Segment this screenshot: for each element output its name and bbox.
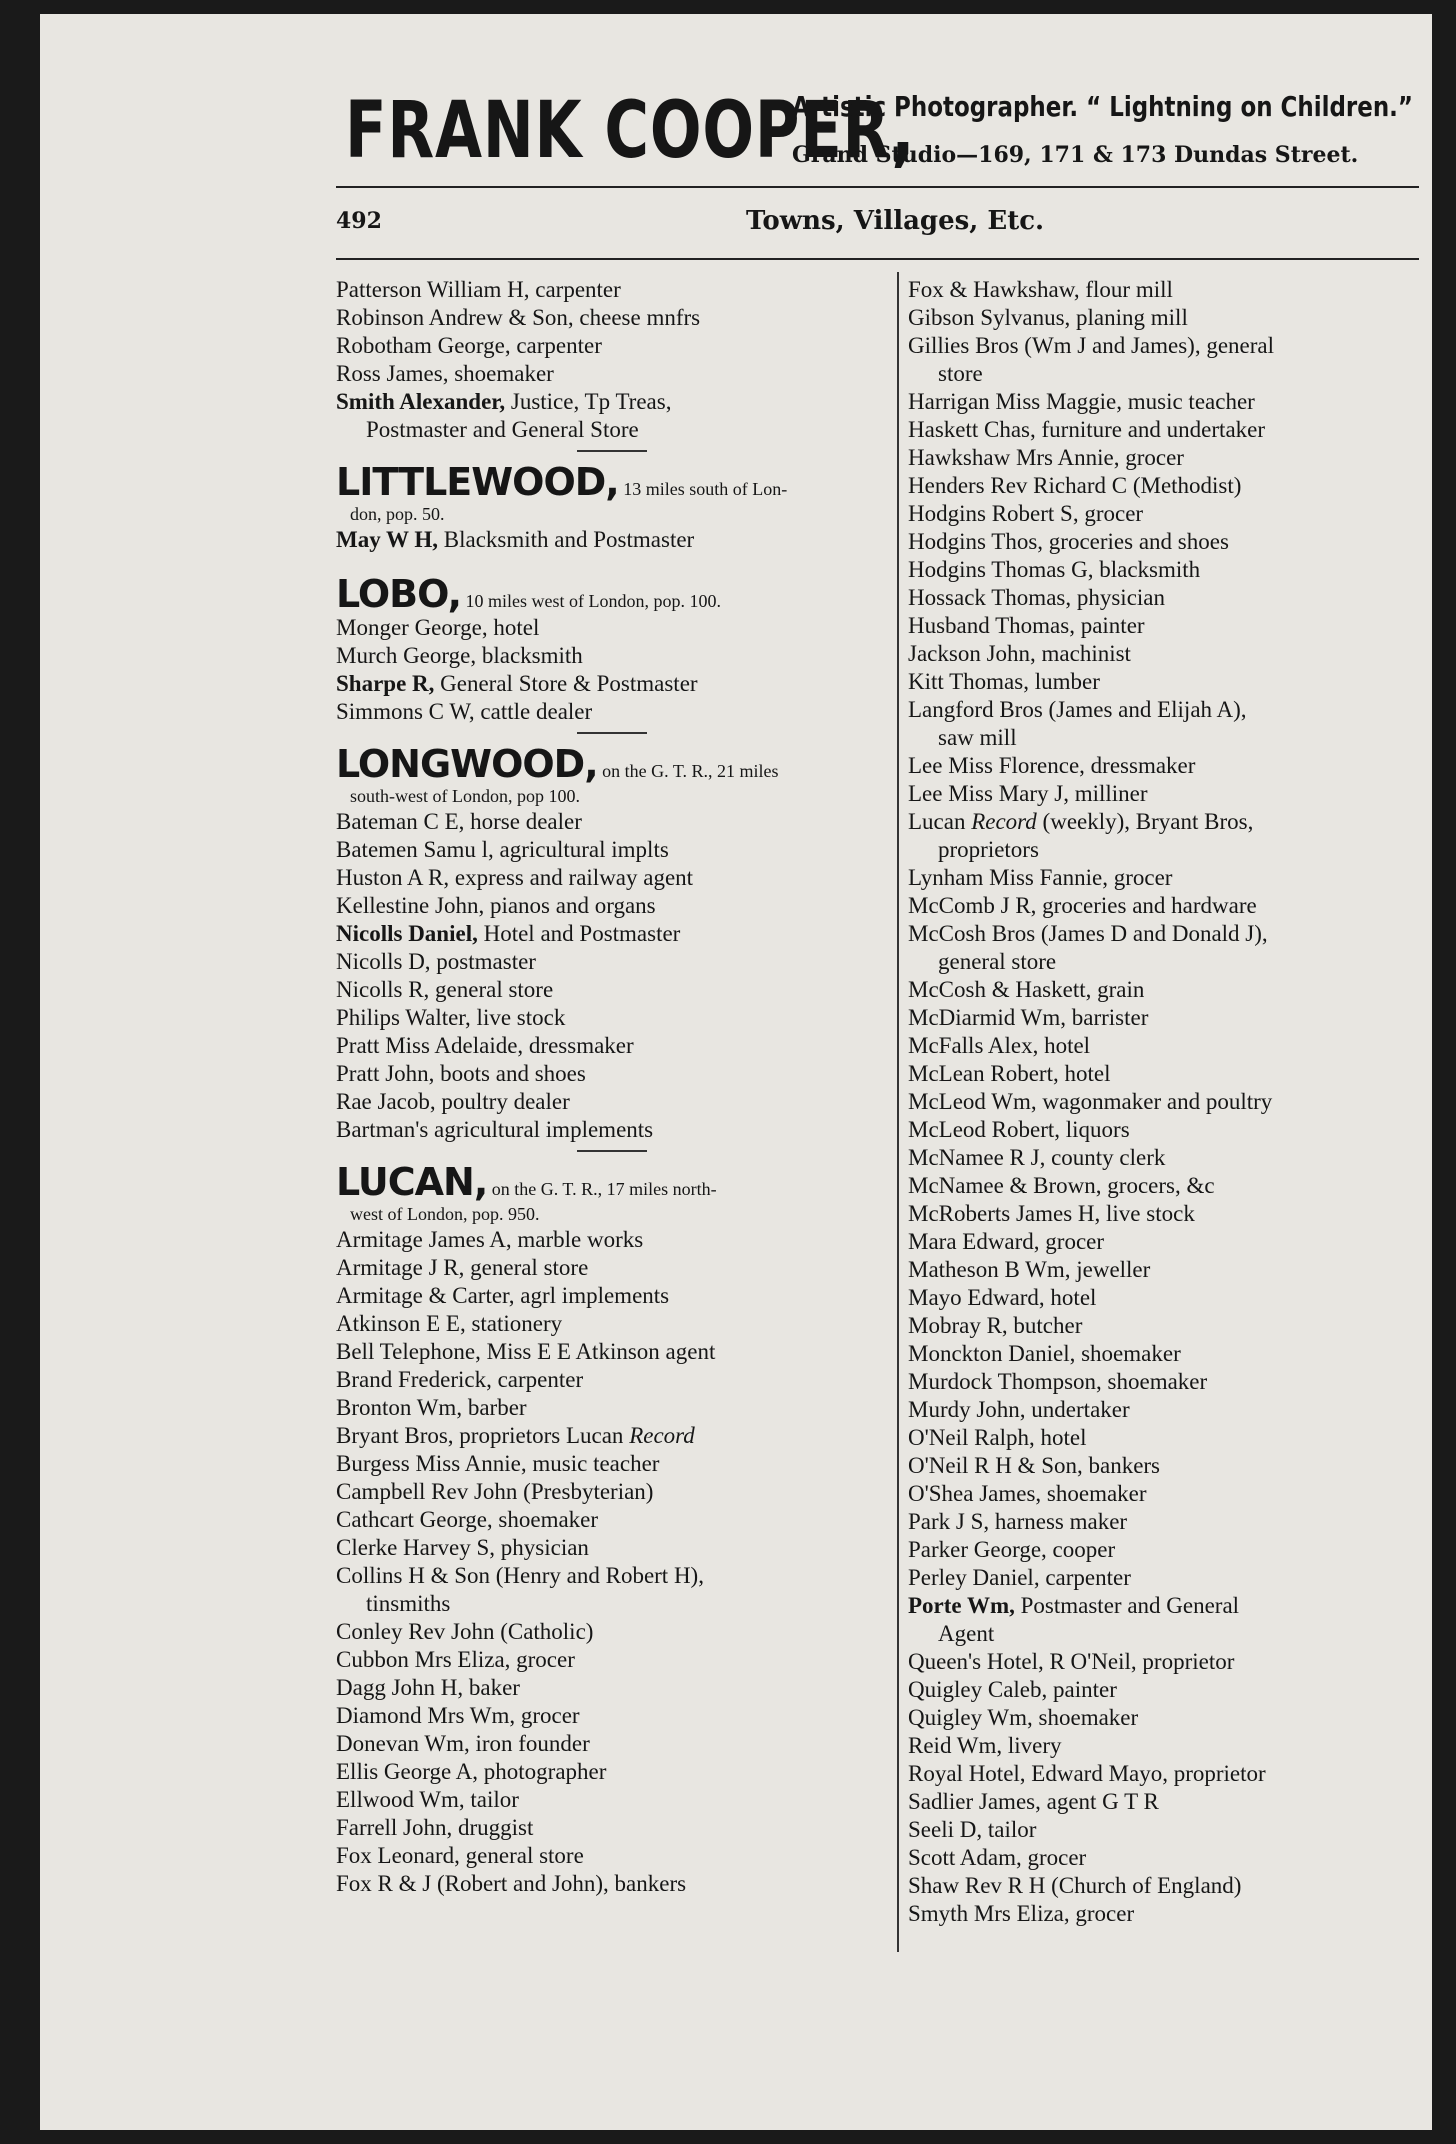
listing-text: Mobray R, butcher (908, 1313, 1083, 1338)
listing-entry (336, 892, 888, 920)
listing-text: Clerke Harvey S, physician (336, 1535, 589, 1560)
listing-text: Bartman's agricultural implements (336, 1117, 654, 1142)
listing-entry (336, 864, 888, 892)
listing-text: Armitage James A, marble works (336, 1227, 644, 1252)
listing-entry (908, 1536, 1418, 1564)
listing-entry (908, 1088, 1418, 1116)
listing-entry (908, 1144, 1418, 1172)
header-rule (336, 186, 1419, 188)
listing-text: Donevan Wm, iron founder (336, 1731, 590, 1756)
listing-entry (336, 670, 888, 698)
listing-continuation (908, 1620, 1418, 1648)
listing-entry (336, 1478, 888, 1506)
listing-text: Smyth Mrs Eliza, grocer (908, 1901, 1135, 1926)
listing-entry (908, 276, 1418, 304)
listing-entry (336, 1506, 888, 1534)
directory-page (40, 14, 1432, 2130)
listing-entry (908, 584, 1418, 612)
listing-entry (336, 1338, 888, 1366)
section-separator (577, 450, 647, 452)
listing-text: Hodgins Thomas G, blacksmith (908, 557, 1201, 582)
listing-entry (908, 1676, 1418, 1704)
listing-entry (336, 642, 888, 670)
listing-text: Perley Daniel, carpenter (908, 1565, 1131, 1590)
listing-continuation (908, 948, 1418, 976)
listing-entry (908, 808, 1418, 836)
listing-text: Hodgins Thos, groceries and shoes (908, 529, 1229, 554)
listing-text: saw mill (938, 725, 1017, 750)
listing-italic: Record (629, 1423, 695, 1448)
listing-entry (908, 1368, 1418, 1396)
listing-text: Monger George, hotel (336, 615, 540, 640)
listing-text: Lee Miss Florence, dressmaker (908, 753, 1196, 778)
listing-text: Simmons C W, cattle dealer (336, 699, 593, 724)
listing-entry (336, 276, 888, 304)
listing-text: Henders Rev Richard C (Methodist) (908, 473, 1242, 498)
listing-text: Philips Walter, live stock (336, 1005, 566, 1030)
listing-text: Hotel and Postmaster (477, 921, 681, 946)
listing-entry (908, 1480, 1418, 1508)
listing-entry (908, 1872, 1418, 1900)
listing-name-bold: Smith Alexander, (336, 389, 506, 414)
listing-text: Kellestine John, pianos and organs (336, 893, 656, 918)
listing-continuation (908, 724, 1418, 752)
listing-entry (336, 948, 888, 976)
listing-text: Murdy John, undertaker (908, 1397, 1130, 1422)
listing-text: McDiarmid Wm, barrister (908, 1005, 1149, 1030)
listing-entry (336, 920, 888, 948)
listing-text: Dagg John H, baker (336, 1675, 520, 1700)
listing-entry (908, 528, 1418, 556)
listing-text: Scott Adam, grocer (908, 1845, 1087, 1870)
listing-continuation (908, 360, 1418, 388)
listing-text: Postmaster and General (1014, 1593, 1240, 1618)
listing-text: Fox Leonard, general store (336, 1843, 584, 1868)
advertisement-tagline: Artistic Photographer. “ Lightning on Children.” (792, 90, 1413, 123)
listing-text: general store (938, 949, 1057, 974)
listing-text: General Store & Postmaster (434, 671, 698, 696)
listing-entry (908, 1284, 1418, 1312)
listing-text: Murch George, blacksmith (336, 643, 583, 668)
town-description-continued: don, pop. 50. (350, 504, 445, 524)
section-separator (577, 732, 647, 734)
listing-text: tinsmiths (366, 1591, 451, 1616)
listing-entry (908, 612, 1418, 640)
listing-entry (336, 1618, 888, 1646)
page-number: 492 (336, 208, 382, 234)
listing-entry (908, 640, 1418, 668)
listing-entry (908, 332, 1418, 360)
listing-entry (908, 1312, 1418, 1340)
listing-text: Atkinson E E, stationery (336, 1311, 563, 1336)
listing-text: Hawkshaw Mrs Annie, grocer (908, 445, 1184, 470)
listing-entry (908, 1508, 1418, 1536)
listing-text: McLeod Wm, wagonmaker and poultry (908, 1089, 1273, 1114)
listing-entry (908, 1564, 1418, 1592)
listing-text: Husband Thomas, painter (908, 613, 1145, 638)
town-name: LOBO, (336, 572, 462, 614)
column-divider (897, 272, 899, 1952)
town-description-continued: south-west of London, pop 100. (350, 786, 580, 806)
listing-text: McRoberts James H, live stock (908, 1201, 1195, 1226)
listing-entry (336, 1646, 888, 1674)
listing-text: Batemen Samu l, agricultural implts (336, 837, 669, 862)
listing-text: Gillies Bros (Wm J and James), general (908, 333, 1274, 358)
section-separator (577, 1150, 647, 1152)
listing-entry (908, 752, 1418, 780)
listing-entry (336, 1310, 888, 1338)
listing-text: McCosh Bros (James D and Donald J), (908, 921, 1268, 946)
section-gap (336, 554, 888, 570)
listing-entry (908, 1816, 1418, 1844)
listing-entry (908, 1060, 1418, 1088)
listing-entry (908, 500, 1418, 528)
listing-text: Conley Rev John (Catholic) (336, 1619, 594, 1644)
listing-text: Armitage J R, general store (336, 1255, 589, 1280)
listing-entry (336, 1450, 888, 1478)
town-name: LUCAN, (336, 1160, 488, 1202)
listing-entry (336, 614, 888, 642)
town-name: LONGWOOD, (336, 742, 598, 784)
listing-entry (336, 976, 888, 1004)
listing-name-bold: Sharpe R, (336, 671, 435, 696)
listing-entry (908, 1592, 1418, 1620)
listing-text: Royal Hotel, Edward Mayo, proprietor (908, 1761, 1266, 1786)
listing-text: Cathcart George, shoemaker (336, 1507, 599, 1532)
listing-entry (908, 1788, 1418, 1816)
listing-entry (336, 1534, 888, 1562)
listing-text: Lynham Miss Fannie, grocer (908, 865, 1173, 890)
listing-entry (336, 1842, 888, 1870)
town-heading (336, 570, 888, 614)
listing-text: Matheson B Wm, jeweller (908, 1257, 1151, 1282)
listing-entry (336, 1366, 888, 1394)
listing-entry (336, 332, 888, 360)
listing-entry (908, 892, 1418, 920)
listing-entry (908, 920, 1418, 948)
listing-text: Bryant Bros, proprietors Lucan (336, 1423, 630, 1448)
listing-name-bold: Nicolls Daniel, (336, 921, 478, 946)
listing-entry (908, 304, 1418, 332)
advertisement-header (40, 74, 1432, 184)
listing-text: Lee Miss Mary J, milliner (908, 781, 1148, 806)
listing-text: Hodgins Robert S, grocer (908, 501, 1144, 526)
listing-entry (908, 1900, 1418, 1928)
listing-entry (908, 1704, 1418, 1732)
listing-text: Bateman C E, horse dealer (336, 809, 582, 834)
town-description: on the G. T. R., 21 miles (597, 761, 779, 781)
listing-entry (908, 472, 1418, 500)
listing-text: Quigley Wm, shoemaker (908, 1705, 1139, 1730)
listing-entry (336, 388, 888, 416)
listing-entry (908, 696, 1418, 724)
listing-text: Parker George, cooper (908, 1537, 1116, 1562)
listing-entry (908, 444, 1418, 472)
listing-text: Diamond Mrs Wm, grocer (336, 1703, 580, 1728)
listing-text: Collins H & Son (Henry and Robert H), (336, 1563, 704, 1588)
listing-text: store (938, 361, 983, 386)
listing-continuation (336, 1590, 888, 1618)
listing-text: Bell Telephone, Miss E E Atkinson agent (336, 1339, 716, 1364)
town-heading (336, 740, 888, 784)
listing-text: Fox R & J (Robert and John), bankers (336, 1871, 687, 1896)
listing-entry (336, 1422, 888, 1450)
listing-text: Nicolls R, general store (336, 977, 554, 1002)
listing-text: O'Neil R H & Son, bankers (908, 1453, 1161, 1478)
listing-entry (908, 976, 1418, 1004)
town-description: 10 miles west of London, pop. 100. (461, 591, 722, 611)
listing-entry (908, 1004, 1418, 1032)
listing-text: Ross James, shoemaker (336, 361, 554, 386)
listing-text: Reid Wm, livery (908, 1733, 1062, 1758)
town-description-continued: west of London, pop. 950. (350, 1204, 540, 1224)
listing-text: proprietors (938, 837, 1039, 862)
listing-entry (908, 1200, 1418, 1228)
listing-text: Brand Frederick, carpenter (336, 1367, 584, 1392)
town-description: on the G. T. R., 17 miles north- (487, 1179, 717, 1199)
listing-entry (336, 836, 888, 864)
listing-text: Mayo Edward, hotel (908, 1285, 1097, 1310)
listing-text: Nicolls D, postmaster (336, 949, 536, 974)
listing-entry (336, 1394, 888, 1422)
listing-entry (336, 1060, 888, 1088)
listing-text: Seeli D, tailor (908, 1817, 1037, 1842)
listing-text: Cubbon Mrs Eliza, grocer (336, 1647, 575, 1672)
listing-text: McComb J R, groceries and hardware (908, 893, 1257, 918)
listing-continuation (908, 836, 1418, 864)
listing-entry (908, 1732, 1418, 1760)
left-column (336, 276, 888, 1898)
listing-text: McLeod Robert, liquors (908, 1117, 1130, 1142)
listing-text: Gibson Sylvanus, planing mill (908, 305, 1188, 330)
listing-text: O'Shea James, shoemaker (908, 1481, 1147, 1506)
listing-text: Armitage & Carter, agrl implements (336, 1283, 670, 1308)
listing-entry (336, 1226, 888, 1254)
listing-entry (336, 1088, 888, 1116)
listing-entry (336, 1282, 888, 1310)
right-column (908, 276, 1418, 1928)
listing-text: Bronton Wm, barber (336, 1395, 527, 1420)
listing-text: Monckton Daniel, shoemaker (908, 1341, 1181, 1366)
listing-entry (336, 1786, 888, 1814)
listing-text: Lucan (908, 809, 972, 834)
listing-entry (336, 1730, 888, 1758)
listing-text: Robinson Andrew & Son, cheese mnfrs (336, 305, 701, 330)
listing-entry (908, 416, 1418, 444)
listing-text: Robotham George, carpenter (336, 333, 602, 358)
listing-text: Hossack Thomas, physician (908, 585, 1166, 610)
listing-entry (908, 1452, 1418, 1480)
listing-text: Pratt Miss Adelaide, dressmaker (336, 1033, 634, 1058)
listing-text: Huston A R, express and railway agent (336, 865, 694, 890)
listing-text: Ellis George A, photographer (336, 1759, 607, 1784)
listing-entry (908, 1340, 1418, 1368)
advertiser-name: FRANK COOPER, (345, 86, 916, 176)
listing-entry (336, 1758, 888, 1786)
listing-entry (336, 1674, 888, 1702)
town-heading (336, 458, 888, 502)
listing-text: Mara Edward, grocer (908, 1229, 1105, 1254)
town-name: LITTLEWOOD, (336, 460, 619, 502)
advertisement-address: Grand Studio—169, 171 & 173 Dundas Street. (792, 142, 1359, 168)
listing-text: Haskett Chas, furniture and undertaker (908, 417, 1266, 442)
listing-entry (336, 1814, 888, 1842)
listing-text: McCosh & Haskett, grain (908, 977, 1145, 1002)
town-heading (336, 1158, 888, 1202)
listing-entry (336, 360, 888, 388)
listing-entry (908, 1424, 1418, 1452)
listing-text: Burgess Miss Annie, music teacher (336, 1451, 660, 1476)
listing-entry (908, 1760, 1418, 1788)
listing-text: McNamee R J, county clerk (908, 1145, 1166, 1170)
listing-entry (336, 1032, 888, 1060)
running-head (336, 208, 1419, 248)
listing-text: (weekly), Bryant Bros, (1036, 809, 1254, 834)
listing-text: Rae Jacob, poultry dealer (336, 1089, 570, 1114)
listing-name-bold: May W H, (336, 527, 439, 552)
listing-text: Harrigan Miss Maggie, music teacher (908, 389, 1255, 414)
listing-entry (908, 388, 1418, 416)
listing-text: O'Neil Ralph, hotel (908, 1425, 1087, 1450)
listing-entry (908, 864, 1418, 892)
listing-entry (908, 780, 1418, 808)
listing-entry (908, 1256, 1418, 1284)
listing-entry (336, 1870, 888, 1898)
listing-entry (336, 1702, 888, 1730)
listing-entry (908, 556, 1418, 584)
listing-text: Campbell Rev John (Presbyterian) (336, 1479, 654, 1504)
town-description: 13 miles south of Lon- (618, 479, 788, 499)
listing-text: Pratt John, boots and shoes (336, 1061, 586, 1086)
listing-entry (908, 1116, 1418, 1144)
listing-entry (336, 1004, 888, 1032)
listing-continuation (336, 416, 888, 444)
listing-entry (336, 304, 888, 332)
listing-entry (908, 1172, 1418, 1200)
listing-text: Farrell John, druggist (336, 1815, 534, 1840)
listing-entry (908, 1228, 1418, 1256)
listing-entry (336, 808, 888, 836)
listing-entry (908, 1844, 1418, 1872)
listing-text: Shaw Rev R H (Church of England) (908, 1873, 1242, 1898)
listing-text: Langford Bros (James and Elijah A), (908, 697, 1247, 722)
listing-entry (908, 1396, 1418, 1424)
listing-text: Agent (938, 1621, 995, 1646)
running-head-rule (336, 258, 1419, 260)
listing-entry (336, 526, 888, 554)
listing-text: McNamee & Brown, grocers, &c (908, 1173, 1215, 1198)
listing-name-bold: Porte Wm, (908, 1593, 1015, 1618)
listing-text: Murdock Thompson, shoemaker (908, 1369, 1208, 1394)
listing-text: Justice, Tp Treas, (505, 389, 672, 414)
listing-text: McFalls Alex, hotel (908, 1033, 1091, 1058)
listing-italic: Record (971, 809, 1037, 834)
listing-text: Ellwood Wm, tailor (336, 1787, 519, 1812)
listing-text: Queen's Hotel, R O'Neil, proprietor (908, 1649, 1235, 1674)
listing-text: Patterson William H, carpenter (336, 277, 621, 302)
listing-entry (908, 668, 1418, 696)
listing-entry (908, 1648, 1418, 1676)
listing-text: Kitt Thomas, lumber (908, 669, 1100, 694)
listing-text: Quigley Caleb, painter (908, 1677, 1117, 1702)
listing-text: McLean Robert, hotel (908, 1061, 1111, 1086)
listing-text: Postmaster and General Store (366, 417, 639, 442)
page-title: Towns, Villages, Etc. (746, 206, 1045, 236)
listing-text: Sadlier James, agent G T R (908, 1789, 1159, 1814)
listing-text: Fox & Hawkshaw, flour mill (908, 277, 1173, 302)
listing-entry (908, 1032, 1418, 1060)
listing-entry (336, 698, 888, 726)
listing-entry (336, 1254, 888, 1282)
listing-entry (336, 1562, 888, 1590)
listing-text: Park J S, harness maker (908, 1509, 1128, 1534)
listing-text: Blacksmith and Postmaster (438, 527, 695, 552)
listing-text: Jackson John, machinist (908, 641, 1131, 666)
listing-entry (336, 1116, 888, 1144)
